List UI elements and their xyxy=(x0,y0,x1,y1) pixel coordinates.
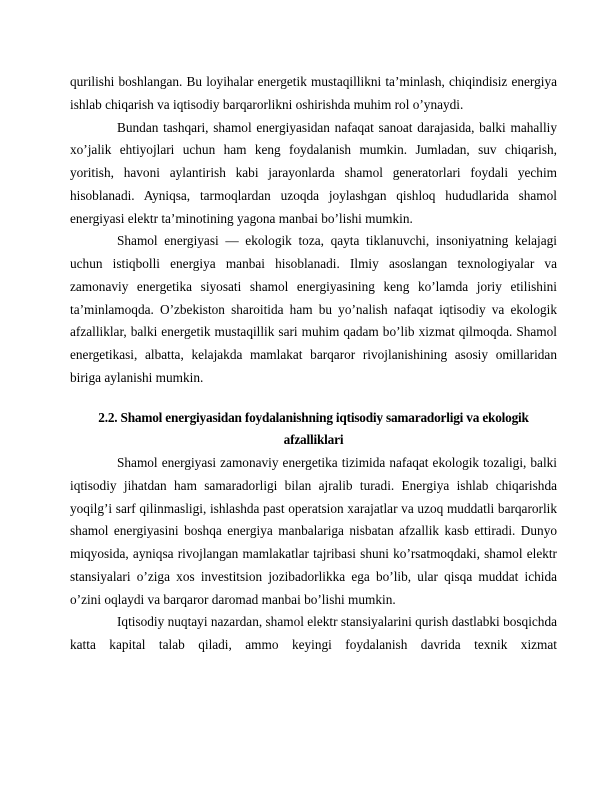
paragraph-wind-energy-summary: Shamol energiyasi — ekologik toza, qayta tiklanuvchi, insoniyatning kelajagi uchun istiqbolli energiya manbai hisoblanadi. Ilmiy asoslangan texnologiyalar va zamonaviy energetika siyosati shamol energiyasining keng ko’lamda joriy etilishini ta’minlamoqda. O’zbekiston sharoitida ham bu yo’nalish nafaqat iqtisodiy va ekologik afzalliklar, balki energetik mustaqillik sari muhim qadam bo’lib xizmat qilmoqda. Shamol energetikasi, albatta, kelajakda mamlakat barqaror rivojlanishining asosiy omillaridan biriga aylanishi mumkin. xyxy=(70,233,557,385)
body-text xyxy=(70,71,557,657)
paragraph-continued: qurilishi boshlangan. Bu loyihalar energetik mustaqillikni ta’minlash, chiqindisiz energiya ishlab chiqarish va iqtisodiy barqarorlikni oshirishda muhim rol o’ynaydi. xyxy=(70,74,557,112)
paragraph-economic-viewpoint: Iqtisodiy nuqtayi nazardan, shamol elektr stansiyalarini qurish dastlabki bosqichda katta kapital talab qiladi, ammo keyingi foydalanish davrida texnik xizmat xyxy=(70,614,557,652)
section-heading: 2.2. Shamol energiyasidan foydalanishning iqtisodiy samaradorligi va ekologik afzalliklari xyxy=(98,409,529,448)
paragraph-economic-efficiency: Shamol energiyasi zamonaviy energetika tizimida nafaqat ekologik tozaligi, balki iqtisodiy jihatdan ham samaradorligi bilan ajralib turadi. Energiya ishlab chiqarishda yoqilg’i sarf qilinmasligi, ishlashda past operatsion xarajatlar va uzoq muddatli barqarorlik shamol energiyasini boshqa energiya manbalariga nisbatan afzallik kasb ettiradi. Dunyo miqyosida, ayniqsa rivojlangan mamlakatlar tajribasi shuni ko’rsatmoqdaki, shamol elektr stansiyalari o’ziga xos investitsion jozibadorlikka ega bo’lib, ular qisqa muddat ichida o’zini oqlaydi va barqaror daromad manbai bo’lishi mumkin. xyxy=(70,455,557,607)
paragraph-local-use: Bundan tashqari, shamol energiyasidan nafaqat sanoat darajasida, balki mahalliy xo’jalik ehtiyojlari uchun ham keng foydalanish mumkin. Jumladan, suv chiqarish, yoritish, havoni aylantirish kabi jarayonlarda shamol generatorlari foydali yechim hisoblanadi. Ayniqsa, tarmoqlardan uzoqda joylashgan qishloq hududlarida shamol energiyasi elektr ta’minotining yagona manbai bo’lishi mumkin. xyxy=(70,119,557,226)
